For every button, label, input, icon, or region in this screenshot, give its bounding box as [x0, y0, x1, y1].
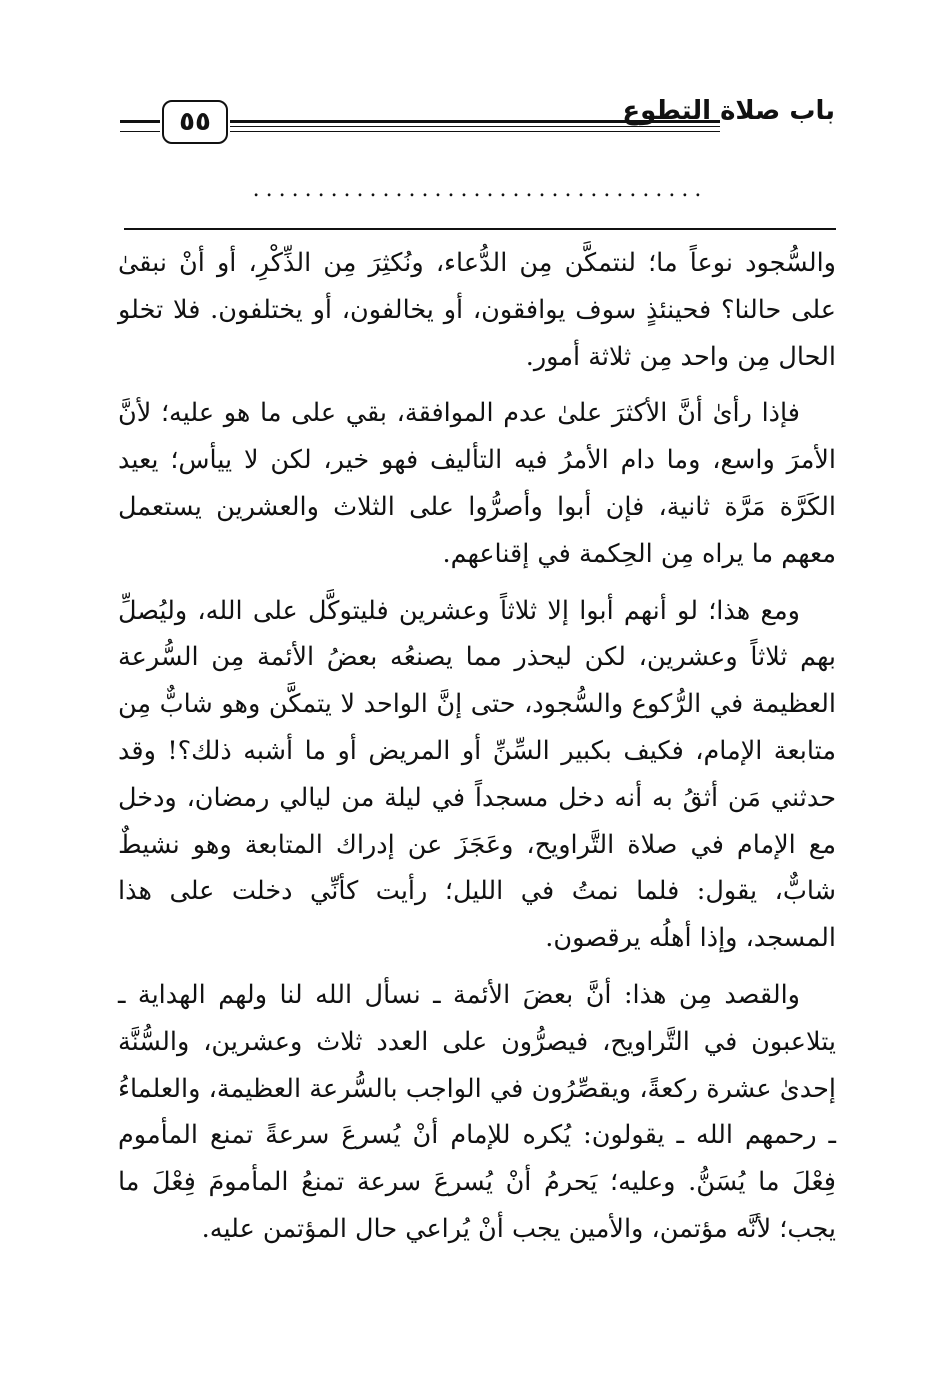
header-rule-left — [120, 120, 160, 132]
paragraph-3: ومع هذا؛ لو أنهم أبوا إلا ثلاثاً وعشرين فليتوكَّل على الله، وليُصلِّ بهم ثلاثاً وعشرين، لكن ليحذر مما يصنعُه بعضُ الأئمة مِن السُّرعة العظيمة في الرُّكوع والسُّجود، حتى إنَّ الواحد لا يتمكَّن وهو شابٌّ مِن متابعة الإمام، فكيف بكبير السِّنِّ أو المريض أو ما أشبه ذلك؟! وقد حدثني مَن أثقُ به أنه دخل مسجداً في ليلة من ليالي رمضان، ودخل مع الإمام في صلاة التَّراويح، وعَجَزَ عن إدراك المتابعة وهو نشيطٌ شابٌّ، يقول: فلما نمتُ في الليل؛ رأيت كأنِّي دخلت على هذا المسجد، وإذا أهلُه يرقصون. — [118, 595, 836, 954]
body-text — [118, 240, 836, 1253]
paragraph-4: والقصد مِن هذا: أنَّ بعضَ الأئمة ـ نسأل الله لنا ولهم الهداية ـ يتلاعبون في التَّراويح، فيصرُّون على العدد ثلاث وعشرين، والسُّنَّة إحدىٰ عشرة ركعةً، ويقصِّرُون في الواجب بالسُّرعة العظيمة، والعلماءُ ـ رحمهم الله ـ يقولون: يُكره للإمام أنْ يُسرعَ سرعةً تمنع المأموم فِعْلَ ما يُسَنُّ. وعليه؛ يَحرمُ أنْ يُسرعَ سرعة تمنعُ المأمومَ فِعْلَ ما يجب؛ لأنَّه مؤتمن، والأمين يجب أنْ يُراعي حال المؤتمن عليه. — [118, 979, 836, 1244]
dotted-separator: ................................... — [252, 178, 708, 202]
header-rule — [230, 120, 720, 132]
paragraph-2: فإذا رأىٰ أنَّ الأكثرَ علىٰ عدم الموافقة، بقي على ما هو عليه؛ لأنَّ الأمرَ واسع، وما دام الأمرُ فيه التأليف فهو خير، لكن لا ييأس؛ يعيد الكَرَّة مَرَّة ثانية، فإن أبوا وأصرُّوا على الثلاث والعشرين يستعمل معهم ما يراه مِن الحِكمة في إقناعهم. — [118, 398, 836, 569]
horizontal-rule — [124, 228, 836, 230]
chapter-title: باب صلاة التطوع — [622, 96, 835, 126]
paragraph-1: والسُّجود نوعاً ما؛ لنتمكَّن مِن الدُّعاء، ونُكثِرَ مِن الذِّكْرِ، أو أنْ نبقىٰ على حالنا؟ فحينئذٍ سوف يوافقون، أو يخالفون، أو يختلفون. فلا تخلو الحال مِن واحد مِن ثلاثة أمور. — [118, 248, 836, 372]
page-header — [120, 92, 835, 152]
page-number: ٥٥ — [162, 100, 228, 144]
